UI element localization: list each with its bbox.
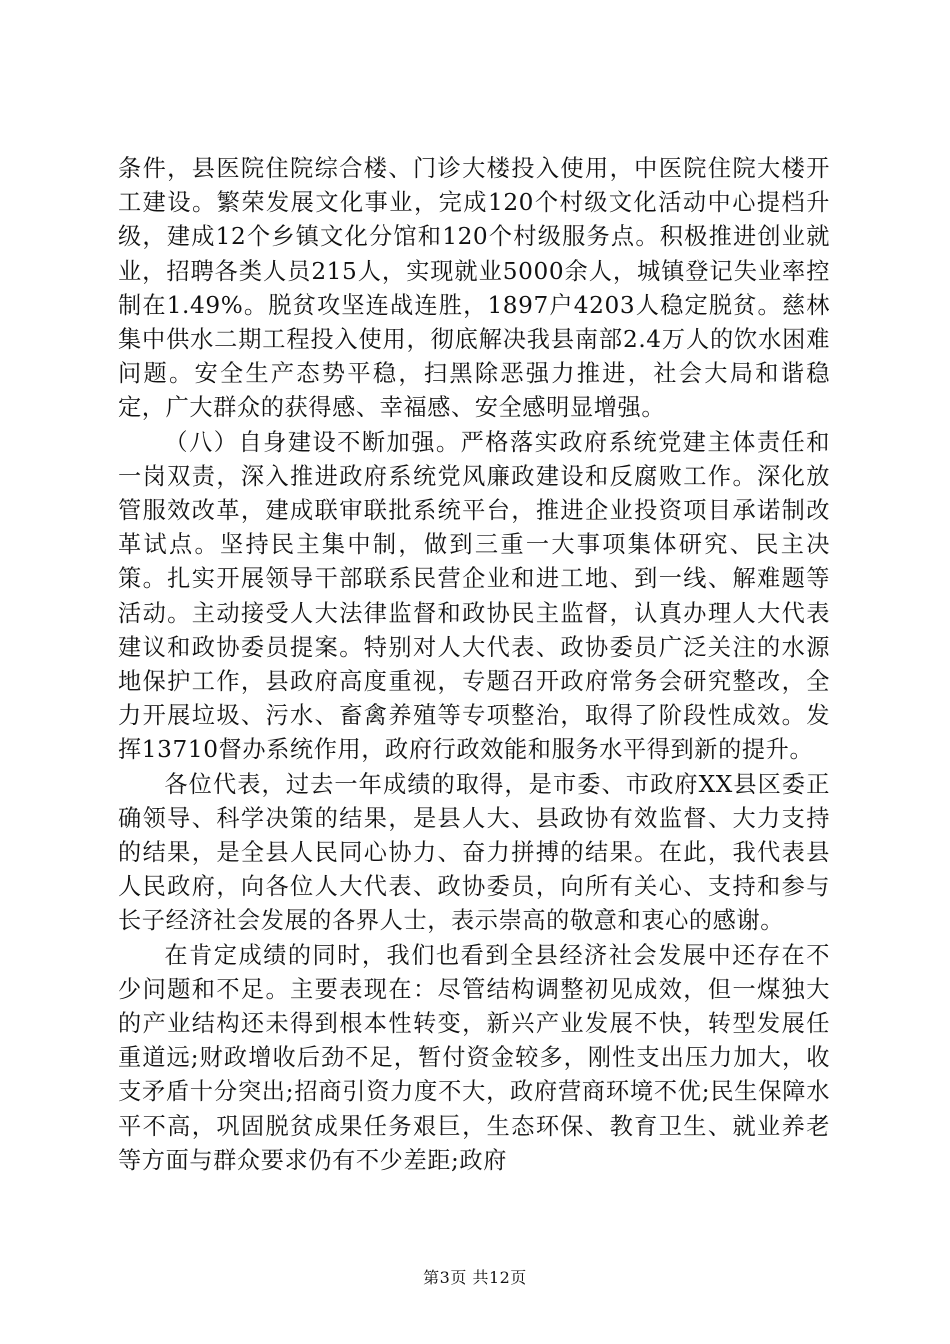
document-body: [118, 152, 830, 1178]
paragraph-acknowledgement: 各位代表，过去一年成绩的取得，是市委、市政府XX县区委正确领导、科学决策的结果，是县人大、县政协有效监督、大力支持的结果，是全县人民同心协力、奋力拼搏的结果。在此，我代表县人民政府，向各位人大代表、政协委员，向所有关心、支持和参与长子经济社会发展的各界人士，表示崇高的敬意和衷心的感谢。: [118, 770, 830, 935]
paragraph-continuation: 条件，县医院住院综合楼、门诊大楼投入使用，中医院住院大楼开工建设。繁荣发展文化事业，完成120个村级文化活动中心提档升级，建成12个乡镇文化分馆和120个村级服务点。积极推进创业就业，招聘各类人员215人，实现就业5000余人，城镇登记失业率控制在1.49%。脱贫攻坚连战连胜，1897户4203人稳定脱贫。慈林集中供水二期工程投入使用，彻底解决我县南部2.4万人的饮水困难问题。安全生产态势平稳，扫黑除恶强力推进，社会大局和谐稳定，广大群众的获得感、幸福感、安全感明显增强。: [118, 155, 830, 422]
page-number-footer: 第3页 共12页: [423, 1268, 527, 1287]
paragraph-problems: 在肯定成绩的同时，我们也看到全县经济社会发展中还存在不少问题和不足。主要表现在：尽管结构调整初见成效，但一煤独大的产业结构还未得到根本性转变，新兴产业发展不快，转型发展任重道远;财政增收后劲不足，暂付资金较多，刚性支出压力加大，收支矛盾十分突出;招商引资力度不大，政府营商环境不优;民生保障水平不高，巩固脱贫成果任务艰巨，生态环保、教育卫生、就业养老等方面与群众要求仍有不少差距;政府: [118, 941, 830, 1174]
paragraph-self-construction: （八）自身建设不断加强。严格落实政府系统党建主体责任和一岗双责，深入推进政府系统党风廉政建设和反腐败工作。深化放管服效改革，建成联审联批系统平台，推进企业投资项目承诺制改革试点。坚持民主集中制，做到三重一大事项集体研究、民主决策。扎实开展领导干部联系民营企业和进工地、到一线、解难题等活动。主动接受人大法律监督和政协民主监督，认真办理人大代表建议和政协委员提案。特别对人大代表、政协委员广泛关注的水源地保护工作，县政府高度重视，专题召开政府常务会研究整改，全力开展垃圾、污水、畜禽养殖等专项整治，取得了阶段性成效。发挥13710督办系统作用，政府行政效能和服务水平得到新的提升。: [118, 428, 830, 764]
